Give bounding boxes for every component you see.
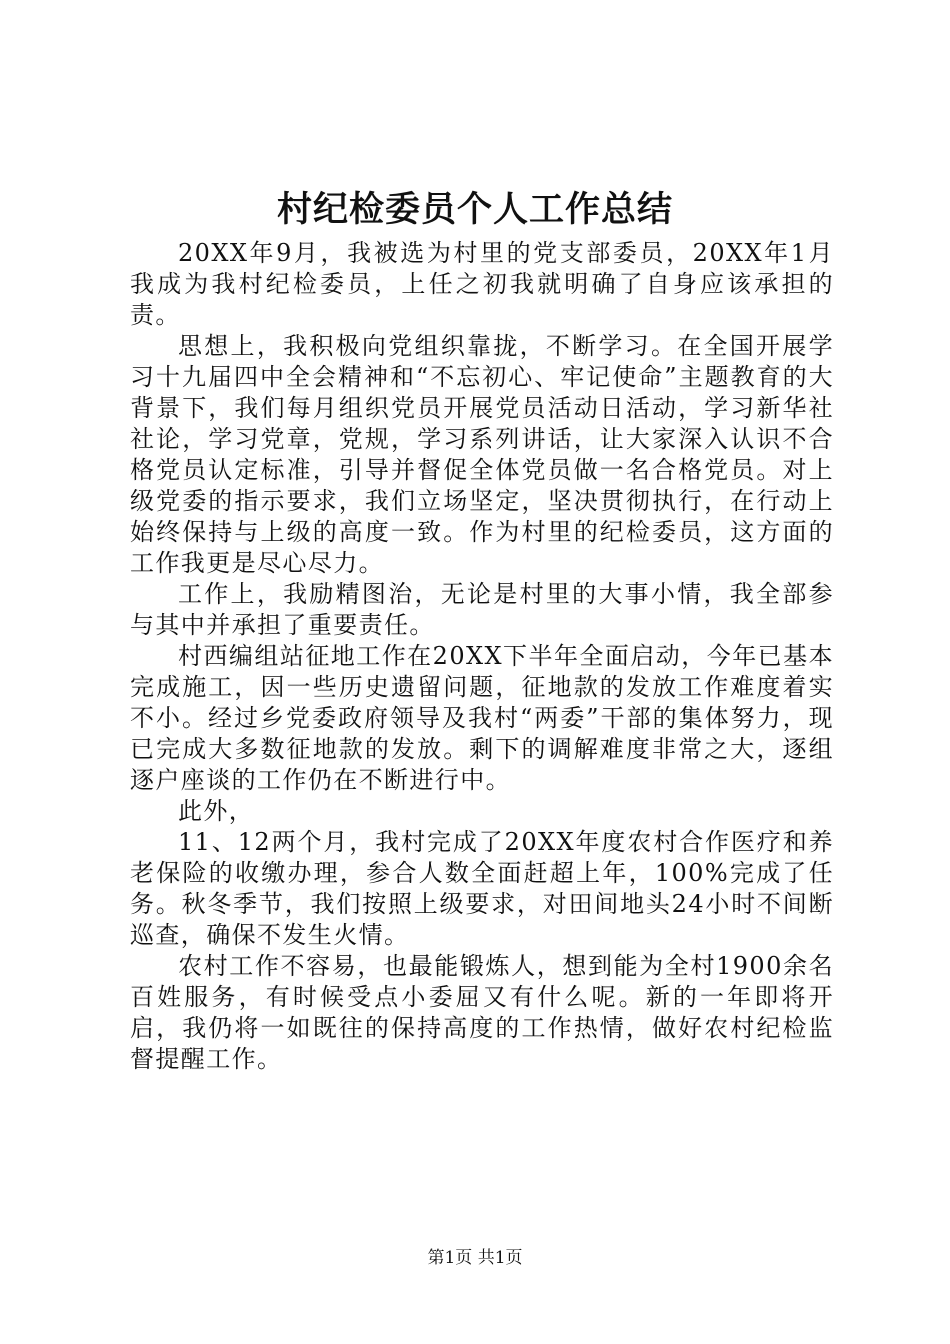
document-title: 村纪检委员个人工作总结 xyxy=(276,189,673,230)
paragraph: 村西编组站征地工作在20XX下半年全面启动，今年已基本完成施工，因一些历史遗留问题，征地款的发放工作难度着实不小。经过乡党委政府领导及我村“两委”干部的集体努力，现已完成大多数征地款的发放。剩下的调解难度非常之大，逐组逐户座谈的工作仍在不断进行中。 xyxy=(130,642,834,794)
paragraph: 工作上，我励精图治，无论是村里的大事小情，我全部参与其中并承担了重要责任。 xyxy=(130,580,834,639)
document-body xyxy=(130,238,834,1075)
paragraph: 11、12两个月，我村完成了20XX年度农村合作医疗和养老保险的收缴办理，参合人数全面赶超上年，100%完成了任务。秋冬季节，我们按照上级要求，对田间地头24小时不间断巡查，确保不发生火情。 xyxy=(130,828,834,949)
paragraph: 20XX年9月，我被选为村里的党支部委员，20XX年1月我成为我村纪检委员，上任之初我就明确了自身应该承担的责。 xyxy=(130,239,834,329)
page-footer: 第1页 共1页 xyxy=(427,1248,523,1268)
paragraph: 农村工作不容易，也最能锻炼人，想到能为全村1900余名百姓服务，有时候受点小委屈又有什么呢。新的一年即将开启，我仍将一如既往的保持高度的工作热情，做好农村纪检监督提醒工作。 xyxy=(130,952,834,1073)
paragraph: 思想上，我积极向党组织靠拢，不断学习。在全国开展学习十九届四中全会精神和“不忘初心、牢记使命”主题教育的大背景下，我们每月组织党员开展党员活动日活动，学习新华社社论，学习党章，党规，学习系列讲话，让大家深入认识不合格党员认定标准，引导并督促全体党员做一名合格党员。对上级党委的指示要求，我们立场坚定，坚决贯彻执行，在行动上始终保持与上级的高度一致。作为村里的纪检委员，这方面的工作我更是尽心尽力。 xyxy=(130,332,834,577)
paragraph: 此外， xyxy=(178,797,255,825)
